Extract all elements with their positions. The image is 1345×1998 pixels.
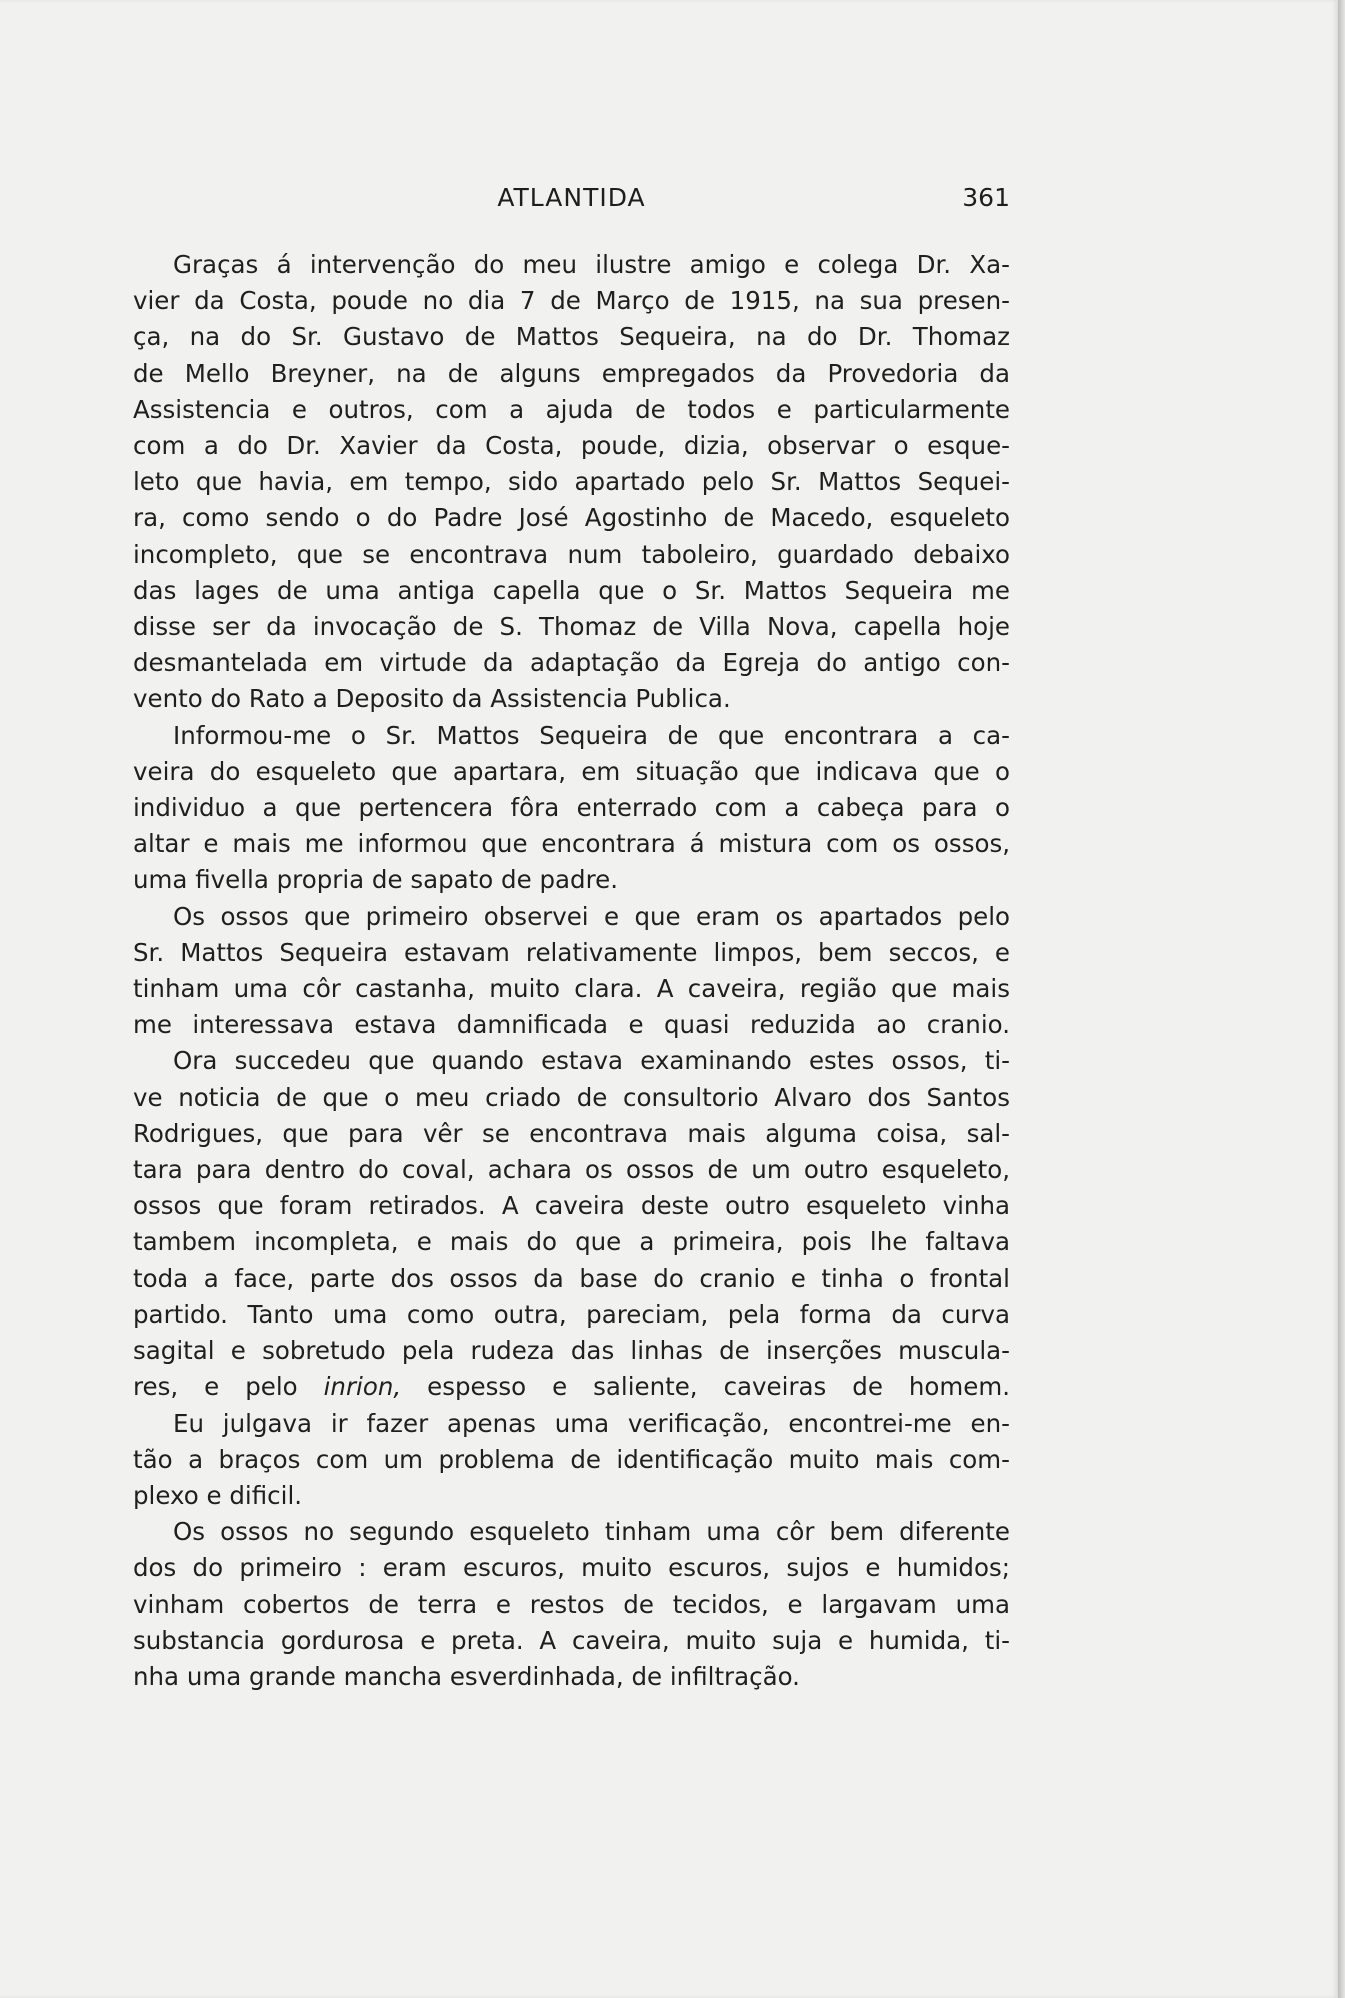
text-line: vier da Costa, poude no dia 7 de Março de 1915, na sua presen- [133, 286, 1010, 316]
text-line: leto que havia, em tempo, sido apartado pelo Sr. Mattos Sequei- [133, 467, 1010, 497]
text-line: disse ser da invocação de S. Thomaz de Villa Nova, capella hoje [133, 612, 1010, 642]
text-line: Graças á intervenção do meu ilustre amigo e colega Dr. Xa- [173, 250, 1010, 279]
text-line: ve noticia de que o meu criado de consultorio Alvaro dos Santos [133, 1082, 1010, 1112]
text-line: tambem incompleta, e mais do que a primeira, pois lhe faltava [133, 1227, 1010, 1257]
text-line: Assistencia e outros, com a ajuda de todos e particularmente [133, 394, 1010, 424]
text-line: Informou-me o Sr. Mattos Sequeira de que encontrara a ca- [173, 720, 1010, 750]
paragraph [133, 899, 1010, 1044]
body-text [133, 247, 1010, 1695]
paragraph [133, 718, 1010, 899]
text-line: das lages de uma antiga capella que o Sr. Mattos Sequeira me [133, 575, 1010, 605]
text-line: vento do Rato a Deposito da Assistencia Publica. [133, 684, 731, 714]
paragraph [133, 1406, 1010, 1515]
text-line: toda a face, parte dos ossos da base do cranio e tinha o frontal [133, 1263, 1010, 1293]
text-line: com a do Dr. Xavier da Costa, poude, dizia, observar o esque- [133, 431, 1010, 461]
page-edge [1338, 0, 1345, 1998]
text-line: vinham cobertos de terra e restos de tecidos, e largavam uma [133, 1589, 1010, 1619]
text-line: individuo a que pertencera fôra enterrado com a cabeça para o [133, 793, 1010, 823]
text-line: ossos que foram retirados. A caveira deste outro esqueleto vinha [133, 1191, 1010, 1221]
text-segment: res, e pelo [133, 1372, 324, 1402]
text-line: sagital e sobretudo pela rudeza das linhas de inserções muscula- [133, 1336, 1010, 1366]
text-line: tara para dentro do coval, achara os ossos de um outro esqueleto, [133, 1155, 1010, 1185]
text-line: altar e mais me informou que encontrara á mistura com os ossos, [133, 829, 1010, 859]
text-line: incompleto, que se encontrava num taboleiro, guardado debaixo [133, 539, 1010, 569]
text-line: ra, como sendo o do Padre José Agostinho de Macedo, esqueleto [133, 503, 1010, 533]
text-line: Os ossos no segundo esqueleto tinham uma côr bem diferente [173, 1517, 1010, 1547]
text-line: nha uma grande mancha esverdinhada, de infiltração. [133, 1661, 800, 1691]
text-line: tinham uma côr castanha, muito clara. A caveira, região que mais [133, 974, 1010, 1004]
text-line: veira do esqueleto que apartara, em situação que indicava que o [133, 756, 1010, 786]
text-line: Rodrigues, que para vêr se encontrava mais alguma coisa, sal- [133, 1118, 1010, 1148]
text-line: substancia gordurosa e preta. A caveira, muito suja e humida, ti- [133, 1625, 1010, 1655]
italic-term: inrion, [323, 1372, 402, 1402]
text-line [133, 1369, 1010, 1405]
text-line: Sr. Mattos Sequeira estavam relativamente limpos, bem seccos, e [133, 937, 1010, 967]
text-line: tão a braços com um problema de identificação muito mais com- [133, 1444, 1010, 1474]
text-line: ça, na do Sr. Gustavo de Mattos Sequeira, na do Dr. Thomaz [133, 322, 1010, 352]
text-line: uma fivella propria de sapato de padre. [133, 865, 618, 895]
text-segment: espesso e saliente, caveiras de homem. [401, 1372, 1010, 1402]
text-line: partido. Tanto uma como outra, pareciam, pela forma da curva [133, 1299, 1010, 1329]
text-line: de Mello Breyner, na de alguns empregados da Provedoria da [133, 358, 1010, 388]
text-line: Eu julgava ir fazer apenas uma verificação, encontrei-me en- [173, 1408, 1010, 1438]
text-line: desmantelada em virtude da adaptação da Egreja do antigo con- [133, 648, 1010, 678]
paragraph [133, 247, 1010, 718]
page-number: 361 [962, 183, 1010, 212]
paragraph [133, 1514, 1010, 1695]
text-line: dos do primeiro : eram escuros, muito escuros, sujos e humidos; [133, 1553, 1010, 1583]
text-line: Ora succedeu que quando estava examinando estes ossos, ti- [173, 1046, 1010, 1076]
page-header [133, 183, 1010, 219]
paragraph [133, 1043, 1010, 1405]
text-line: me interessava estava damnificada e quasi reduzida ao cranio. [133, 1010, 1010, 1040]
running-title: ATLANTIDA [497, 183, 646, 212]
text-line: plexo e dificil. [133, 1480, 303, 1510]
text-line: Os ossos que primeiro observei e que eram os apartados pelo [173, 901, 1010, 931]
